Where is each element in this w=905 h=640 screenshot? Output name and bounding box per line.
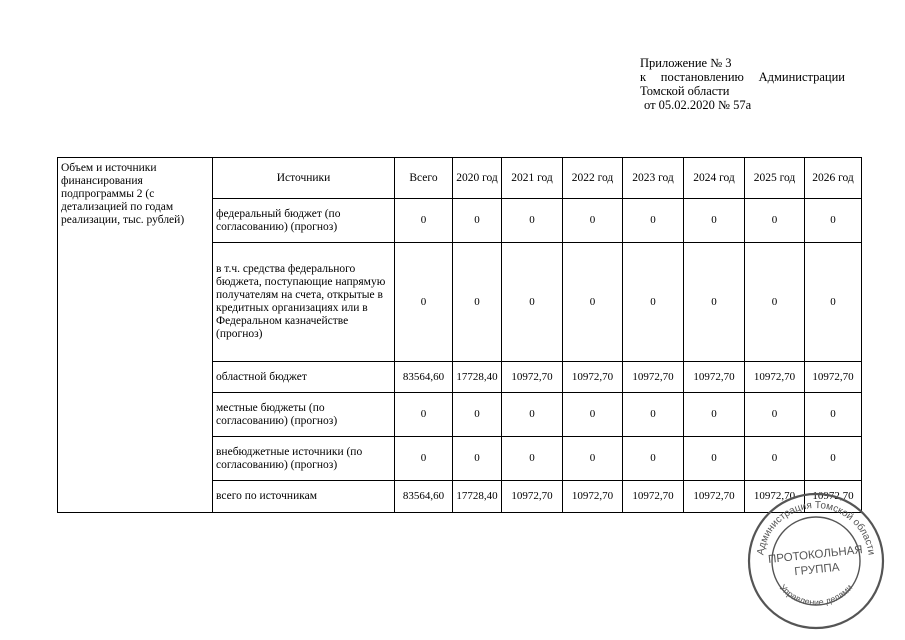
stamp-bottom-text: Управление делами <box>777 582 855 608</box>
value-cell: 10972,70 <box>684 362 745 393</box>
value-cell: 0 <box>805 437 862 481</box>
source-cell: внебюджетные источники (по согласованию) (прогноз) <box>213 437 395 481</box>
value-cell: 0 <box>684 243 745 362</box>
header-year: 2023 год <box>623 158 684 199</box>
stamp-center-line1: ПРОТОКОЛЬНАЯ <box>767 544 864 566</box>
appendix-note <box>640 56 845 112</box>
value-cell: 0 <box>805 393 862 437</box>
value-cell: 0 <box>502 243 563 362</box>
total-cell: 0 <box>395 437 453 481</box>
total-cell: 83564,60 <box>395 481 453 513</box>
total-cell: 83564,60 <box>395 362 453 393</box>
value-cell: 0 <box>745 243 805 362</box>
value-cell: 10972,70 <box>805 481 862 513</box>
header-year: 2022 год <box>563 158 623 199</box>
header-year: 2026 год <box>805 158 862 199</box>
value-cell: 0 <box>623 437 684 481</box>
header-year: 2025 год <box>745 158 805 199</box>
value-cell: 0 <box>453 437 502 481</box>
value-cell: 10972,70 <box>805 362 862 393</box>
appendix-title: Приложение № 3 <box>640 56 732 70</box>
value-cell: 0 <box>453 243 502 362</box>
value-cell: 10972,70 <box>684 481 745 513</box>
source-cell: всего по источникам <box>213 481 395 513</box>
value-cell: 0 <box>563 199 623 243</box>
value-cell: 0 <box>684 199 745 243</box>
appendix-word-resolution: постановлению <box>660 70 744 84</box>
value-cell: 0 <box>563 393 623 437</box>
value-cell: 0 <box>563 437 623 481</box>
value-cell: 0 <box>805 199 862 243</box>
value-cell: 0 <box>623 393 684 437</box>
value-cell: 0 <box>623 243 684 362</box>
stamp-center-line2: ГРУППА <box>793 561 841 579</box>
header-total: Всего <box>395 158 453 199</box>
value-cell: 0 <box>502 199 563 243</box>
value-cell: 0 <box>623 199 684 243</box>
header-year: 2024 год <box>684 158 745 199</box>
value-cell: 0 <box>745 199 805 243</box>
value-cell: 0 <box>684 393 745 437</box>
header-sources: Источники <box>213 158 395 199</box>
value-cell: 10972,70 <box>623 481 684 513</box>
value-cell: 0 <box>684 437 745 481</box>
value-cell: 17728,40 <box>453 362 502 393</box>
total-cell: 0 <box>395 199 453 243</box>
total-cell: 0 <box>395 393 453 437</box>
appendix-region: Томской области <box>640 84 730 98</box>
header-year: 2021 год <box>502 158 563 199</box>
appendix-word-administration: Администрации <box>758 70 845 84</box>
value-cell: 0 <box>745 437 805 481</box>
source-cell: федеральный бюджет (по согласованию) (прогноз) <box>213 199 395 243</box>
appendix-date-number: от 05.02.2020 № 57а <box>644 98 752 112</box>
value-cell: 0 <box>502 437 563 481</box>
value-cell: 0 <box>563 243 623 362</box>
value-cell: 0 <box>805 243 862 362</box>
header-year: 2020 год <box>453 158 502 199</box>
appendix-resolution-line <box>640 70 845 84</box>
value-cell: 10972,70 <box>745 362 805 393</box>
total-cell: 0 <box>395 243 453 362</box>
value-cell: 10972,70 <box>623 362 684 393</box>
table-header-row <box>58 158 862 199</box>
value-cell: 10972,70 <box>745 481 805 513</box>
official-stamp <box>745 490 887 632</box>
source-cell: областной бюджет <box>213 362 395 393</box>
value-cell: 0 <box>502 393 563 437</box>
source-cell: в т.ч. средства федерального бюджета, поступающие напрямую получателям на счета, открытые в кредитных организациях или в Федеральном казначействе (прогноз) <box>213 243 395 362</box>
value-cell: 10972,70 <box>502 481 563 513</box>
appendix-word-k: к <box>640 70 647 84</box>
value-cell: 0 <box>453 393 502 437</box>
value-cell: 10972,70 <box>563 362 623 393</box>
value-cell: 10972,70 <box>502 362 563 393</box>
value-cell: 0 <box>453 199 502 243</box>
value-cell: 17728,40 <box>453 481 502 513</box>
value-cell: 0 <box>745 393 805 437</box>
stamp-ring-text: Администрация Томской области <box>755 499 877 556</box>
financing-table <box>57 157 862 513</box>
source-cell: местные бюджеты (по согласованию) (прогноз) <box>213 393 395 437</box>
row-label-cell: Объем и источники финансирования подпрограммы 2 (с детализацией по годам реализации, тыс. рублей) <box>58 158 213 513</box>
value-cell: 10972,70 <box>563 481 623 513</box>
